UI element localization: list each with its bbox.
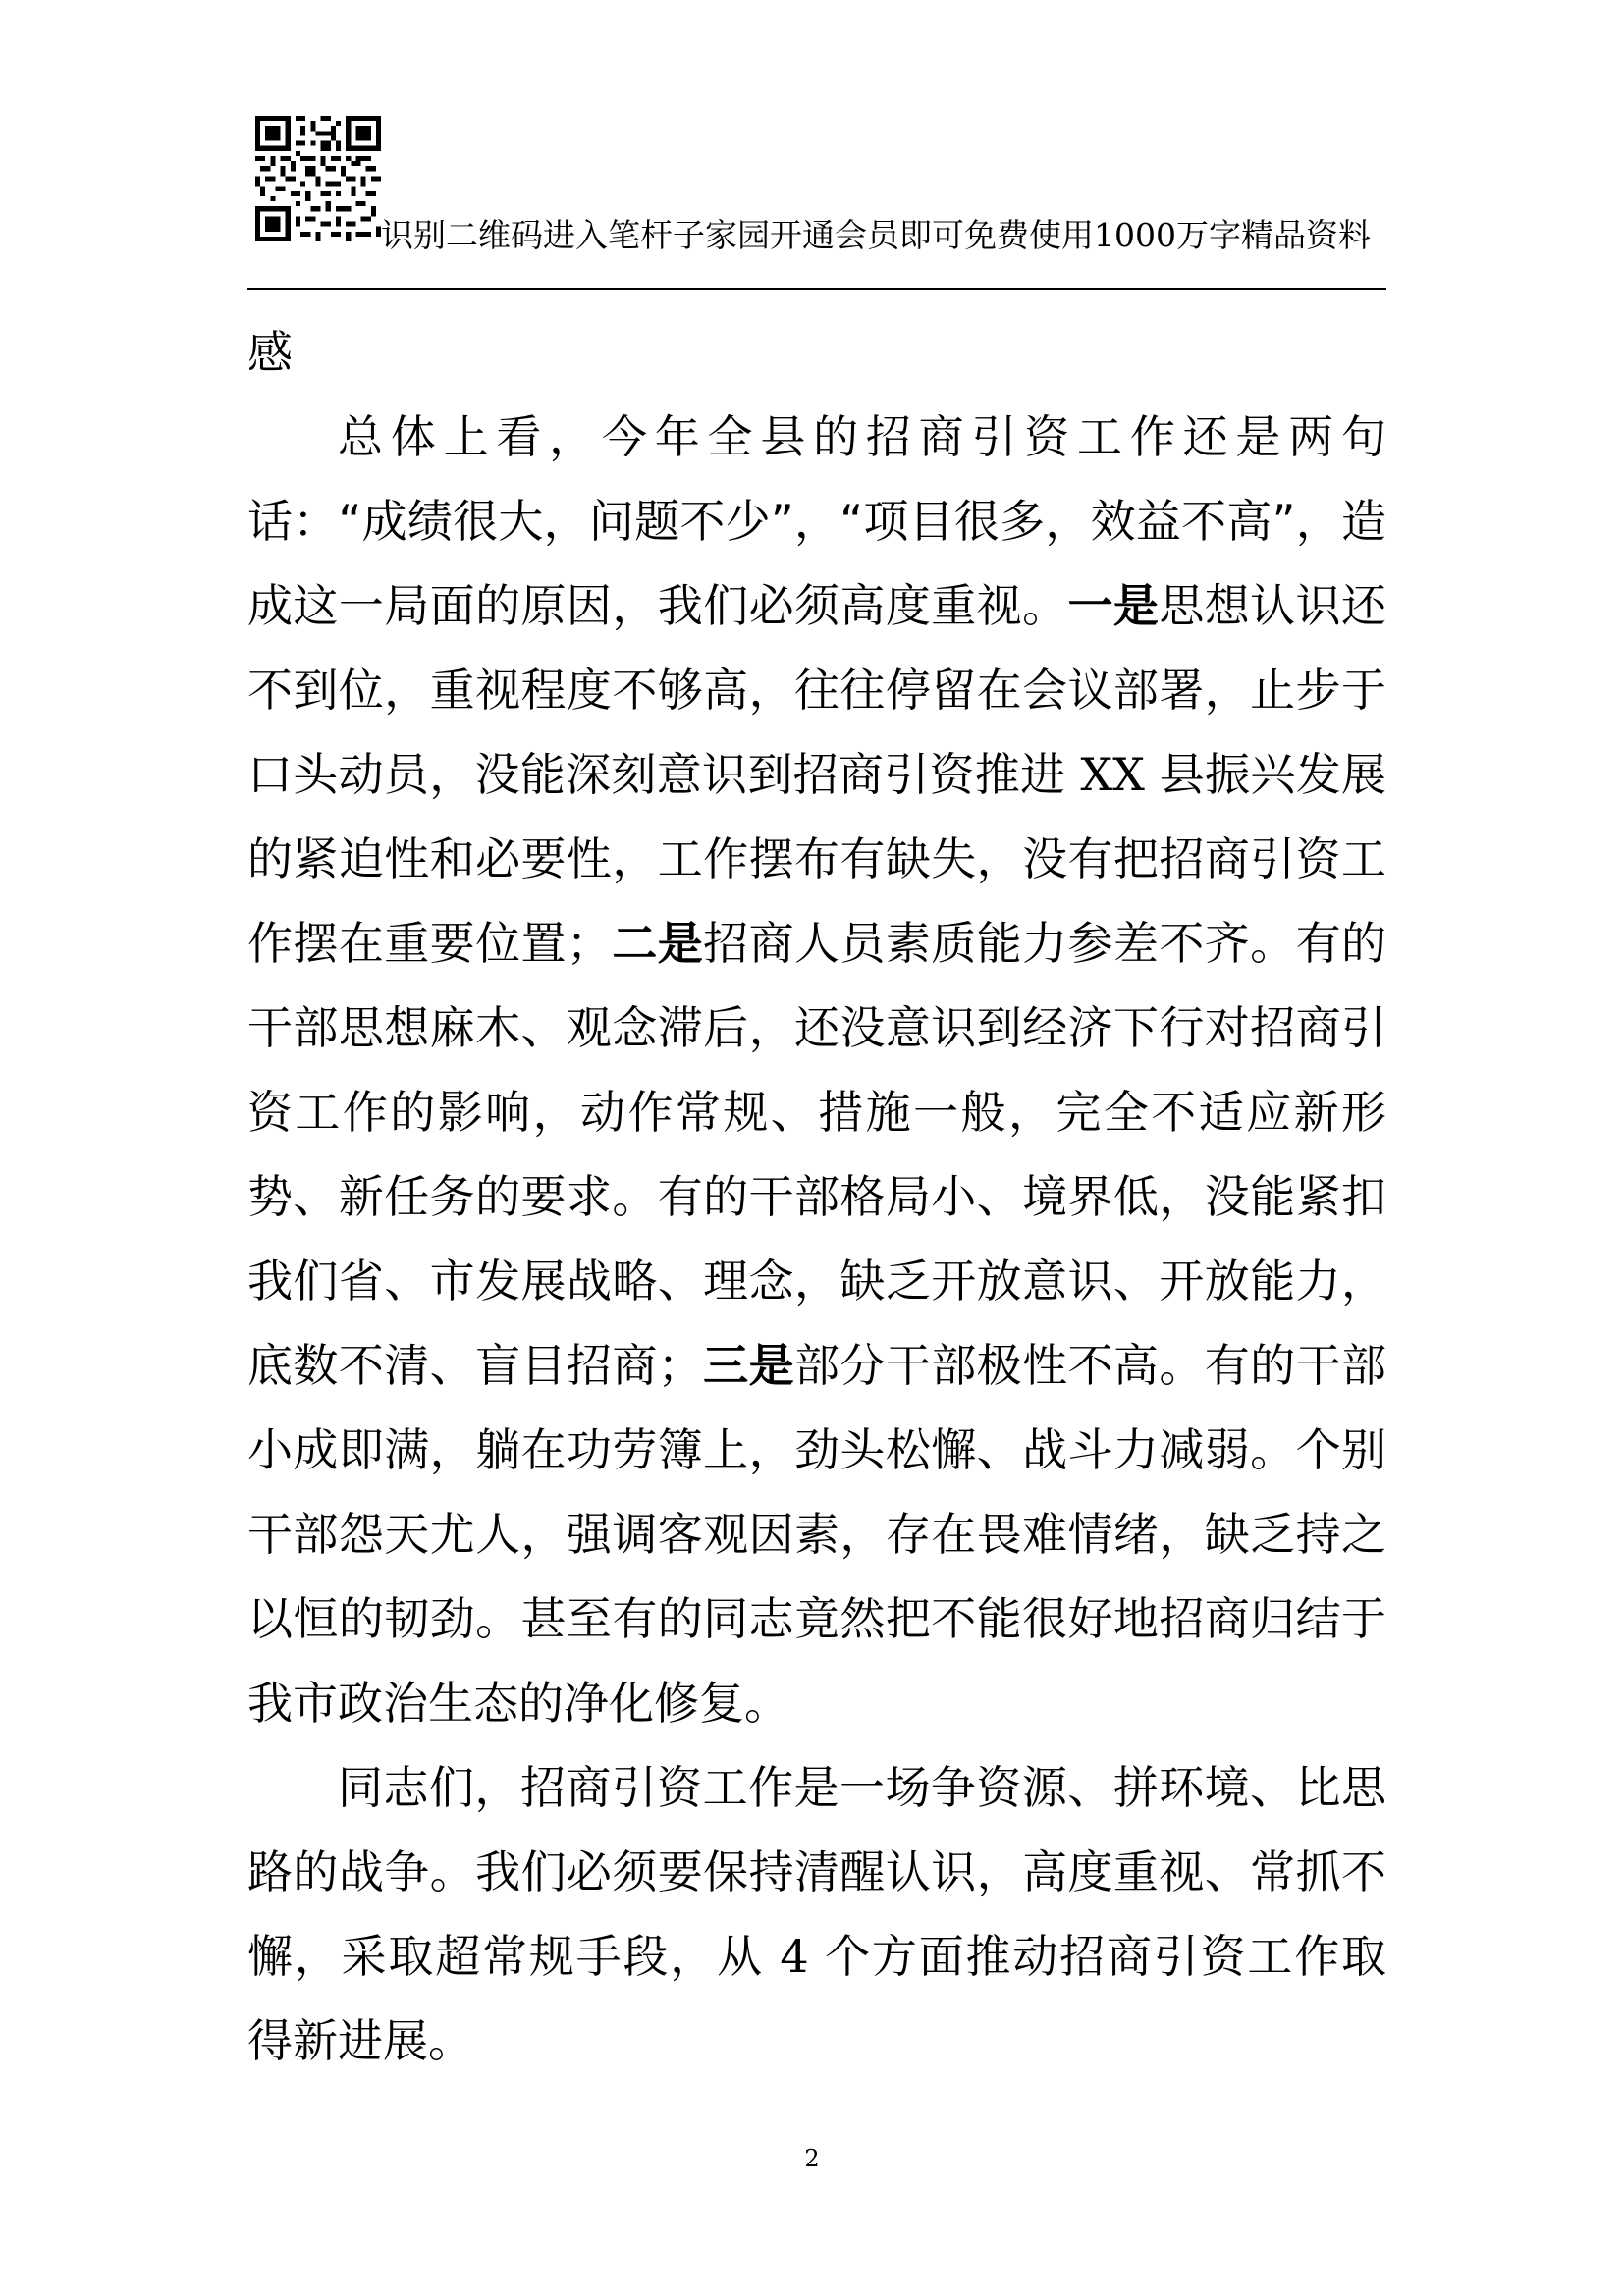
- text-run-number: 4: [763, 1930, 826, 1983]
- page-number: 2: [804, 2145, 820, 2172]
- text-run: 同志们，招商引资工作是一场争资源、拼环境、比思路的战争。我们必须要保持清醒认识，高度重视、常抓不懈，采取超常规手段，从: [247, 1761, 1386, 1983]
- paragraph-continuation: [247, 310, 1386, 395]
- bold-marker-third: 三是: [702, 1339, 794, 1392]
- text-run: 县振兴发展的紧迫性和必要性，工作摆布有缺失，没有把招商引资工作摆在重要位置；: [247, 748, 1387, 970]
- header-divider: [247, 288, 1386, 290]
- header-promo-text: 识别二维码进入笔杆子家园开通会员即可免费使用1000万字精品资料: [381, 216, 1371, 254]
- text-run: 总体上看，今年全县的招商引资工作还是两句话：“成绩很大，问题不少”，“项目很多，效益不高”，造成这一局面的原因，我们必须高度重视。: [247, 410, 1386, 632]
- qr-code-icon[interactable]: [255, 116, 381, 241]
- paragraph-conclusion: [247, 1745, 1386, 2083]
- bold-marker-first: 一是: [1067, 579, 1160, 632]
- document-body: [247, 310, 1386, 2083]
- paragraph-problems: [247, 395, 1386, 1745]
- text-run: 个方面推动招商引资工作取得新进展。: [247, 1930, 1387, 2067]
- page-header: [247, 116, 1386, 293]
- text-run: 感: [247, 326, 293, 379]
- text-run: 思想认识还不到位，重视程度不够高，往往停留在会议部署，止步于口头动员，没能深刻意识到招商引资推进: [247, 579, 1387, 801]
- text-run: 部分干部极性不高。有的干部小成即满，躺在功劳簿上，劲头松懈、战斗力减弱。个别干部怨天尤人，强调客观因素，存在畏难情绪，缺乏持之以恒的韧劲。甚至有的同志竟然把不能很好地招商归结于我市政治生态的净化修复。: [247, 1339, 1387, 1730]
- text-run: 招商人员素质能力参差不齐。有的干部思想麻木、观念滞后，还没意识到经济下行对招商引资工作的影响，动作常规、措施一般，完全不适应新形势、新任务的要求。有的干部格局小、境界低，没能紧扣我们省、市发展战略、理念，缺乏开放意识、开放能力，底数不清、盲目招商；: [247, 917, 1387, 1392]
- bold-marker-second: 二是: [611, 917, 704, 970]
- text-run-latin: XX: [1065, 748, 1160, 801]
